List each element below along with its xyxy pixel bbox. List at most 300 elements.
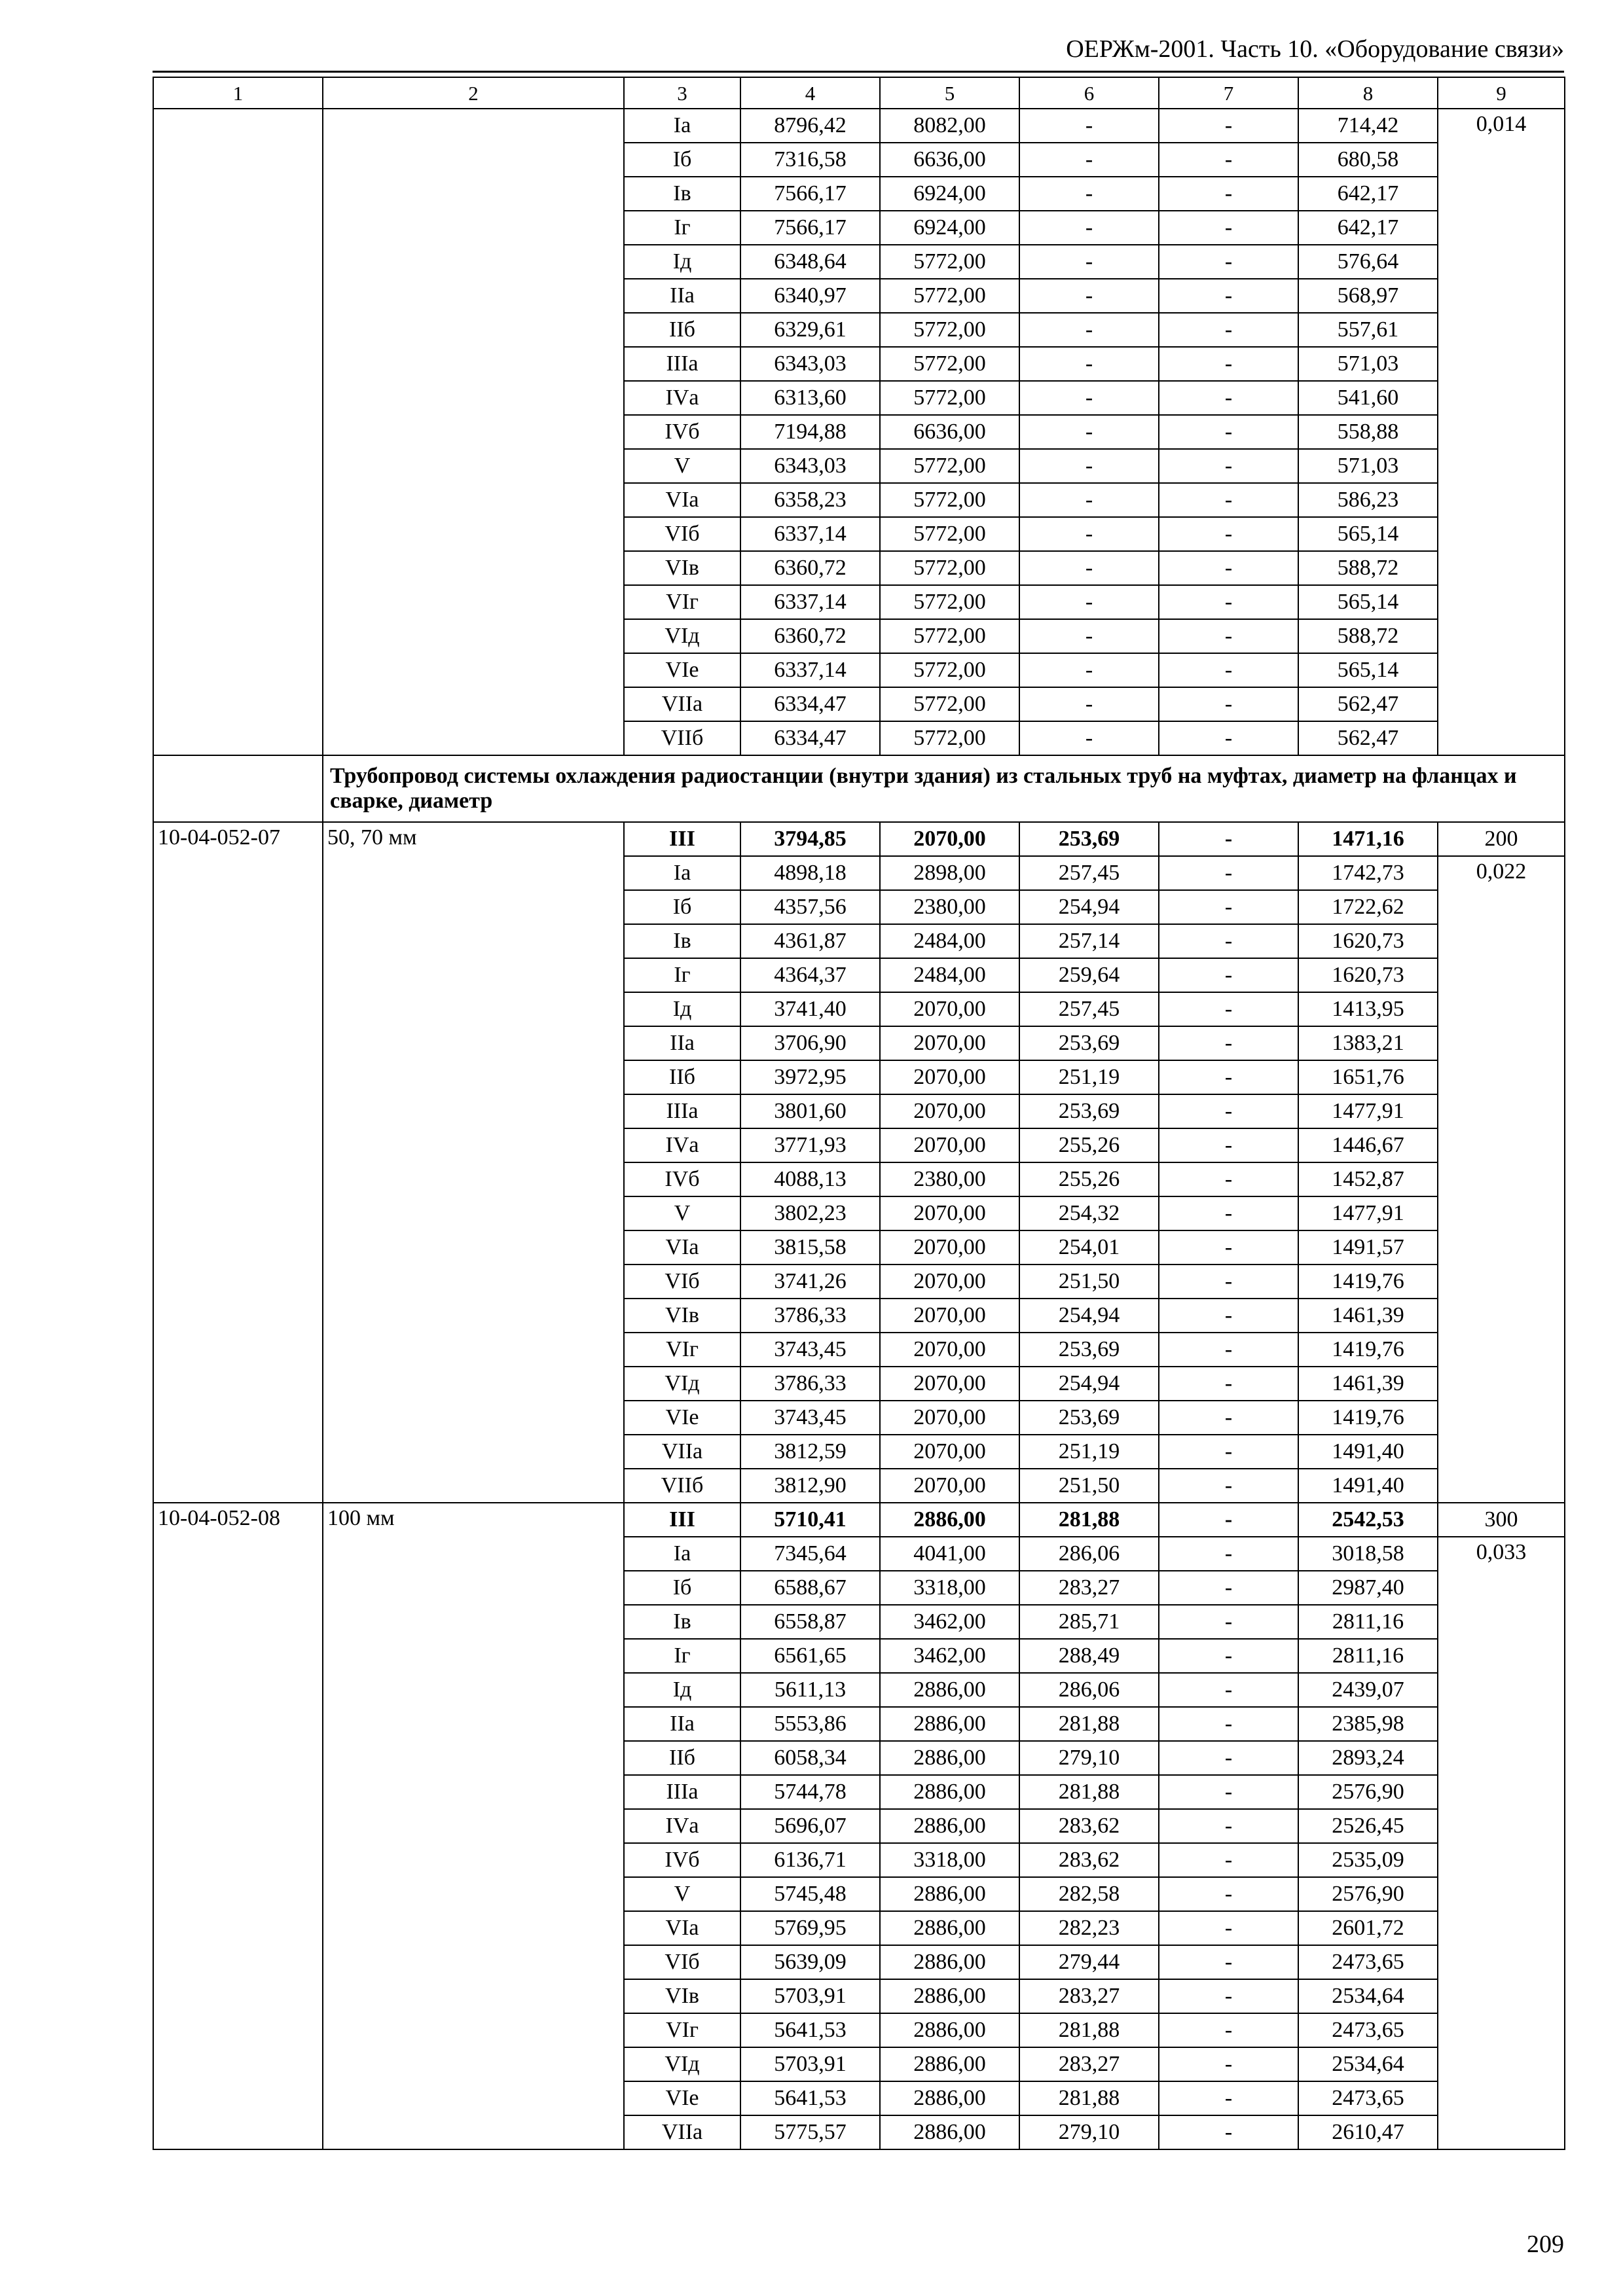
machine-cost: 285,71 <box>1019 1605 1159 1639</box>
wages: 2886,00 <box>880 1741 1019 1775</box>
zone-code: VIе <box>624 2081 740 2115</box>
machine-cost: 254,94 <box>1019 1367 1159 1401</box>
wages: 2380,00 <box>880 890 1019 924</box>
materials-cost: 2439,07 <box>1298 1673 1438 1707</box>
zone-code: Iа <box>624 109 740 143</box>
total-cost: 3786,33 <box>740 1367 880 1401</box>
total-cost: 6334,47 <box>740 721 880 755</box>
driver-wages: - <box>1159 653 1298 687</box>
machine-cost: 286,06 <box>1019 1537 1159 1571</box>
machine-cost: - <box>1019 653 1159 687</box>
machine-cost: 283,27 <box>1019 1979 1159 2013</box>
materials-cost: 565,14 <box>1298 517 1438 551</box>
materials-cost: 2811,16 <box>1298 1639 1438 1673</box>
driver-wages: - <box>1159 109 1298 143</box>
driver-wages: - <box>1159 347 1298 381</box>
wages: 5772,00 <box>880 551 1019 585</box>
wages: 2886,00 <box>880 2013 1019 2047</box>
machine-cost: 281,88 <box>1019 1503 1159 1537</box>
zone-code: IIа <box>624 1707 740 1741</box>
materials-cost: 541,60 <box>1298 381 1438 415</box>
table-row <box>153 109 1565 143</box>
machine-cost: - <box>1019 313 1159 347</box>
materials-cost: 2526,45 <box>1298 1809 1438 1843</box>
machine-cost: - <box>1019 517 1159 551</box>
total-cost: 5641,53 <box>740 2013 880 2047</box>
wages: 3318,00 <box>880 1571 1019 1605</box>
zone-code: VIе <box>624 1401 740 1435</box>
column-header: 8 <box>1298 77 1438 109</box>
machine-cost: 255,26 <box>1019 1162 1159 1196</box>
zone-code: Iб <box>624 143 740 177</box>
wages: 2886,00 <box>880 1707 1019 1741</box>
driver-wages: - <box>1159 1911 1298 1945</box>
wages: 2070,00 <box>880 1435 1019 1469</box>
driver-wages: - <box>1159 1775 1298 1809</box>
driver-wages: - <box>1159 1162 1298 1196</box>
zone-code: IIб <box>624 1060 740 1094</box>
materials-cost: 1620,73 <box>1298 958 1438 992</box>
driver-wages: - <box>1159 1367 1298 1401</box>
rate-name: 50, 70 мм <box>323 822 624 1503</box>
machine-cost: - <box>1019 143 1159 177</box>
driver-wages: - <box>1159 721 1298 755</box>
total-cost: 5553,86 <box>740 1707 880 1741</box>
machine-cost: 254,94 <box>1019 890 1159 924</box>
wages: 5772,00 <box>880 483 1019 517</box>
total-cost: 6360,72 <box>740 551 880 585</box>
labor-or-coefficient: 0,014 <box>1438 109 1565 755</box>
total-cost: 5775,57 <box>740 2115 880 2149</box>
driver-wages: - <box>1159 415 1298 449</box>
machine-cost: 259,64 <box>1019 958 1159 992</box>
machine-cost: 282,23 <box>1019 1911 1159 1945</box>
wages: 5772,00 <box>880 347 1019 381</box>
wages: 2070,00 <box>880 1094 1019 1128</box>
driver-wages: - <box>1159 856 1298 890</box>
total-cost: 5769,95 <box>740 1911 880 1945</box>
rate-code: 10-04-052-07 <box>153 822 323 1503</box>
wages: 5772,00 <box>880 449 1019 483</box>
total-cost: 7316,58 <box>740 143 880 177</box>
zone-code: VIа <box>624 483 740 517</box>
driver-wages: - <box>1159 958 1298 992</box>
materials-cost: 2610,47 <box>1298 2115 1438 2149</box>
zone-code: IIб <box>624 1741 740 1775</box>
machine-cost: 253,69 <box>1019 1333 1159 1367</box>
labor-or-coefficient: 300 <box>1438 1503 1565 1537</box>
zone-code: VIв <box>624 1979 740 2013</box>
wages: 2070,00 <box>880 1230 1019 1265</box>
wages: 2380,00 <box>880 1162 1019 1196</box>
zone-code: Iд <box>624 245 740 279</box>
machine-cost: - <box>1019 619 1159 653</box>
materials-cost: 2534,64 <box>1298 1979 1438 2013</box>
materials-cost: 642,17 <box>1298 211 1438 245</box>
total-cost: 6343,03 <box>740 347 880 381</box>
wages: 8082,00 <box>880 109 1019 143</box>
materials-cost: 1620,73 <box>1298 924 1438 958</box>
total-cost: 6313,60 <box>740 381 880 415</box>
zone-code: VIд <box>624 2047 740 2081</box>
driver-wages: - <box>1159 2047 1298 2081</box>
machine-cost: 286,06 <box>1019 1673 1159 1707</box>
zone-code: IVа <box>624 1128 740 1162</box>
zone-code: III <box>624 822 740 856</box>
materials-cost: 2534,64 <box>1298 2047 1438 2081</box>
zone-code: Iг <box>624 1639 740 1673</box>
total-cost: 6358,23 <box>740 483 880 517</box>
total-cost: 6558,87 <box>740 1605 880 1639</box>
wages: 4041,00 <box>880 1537 1019 1571</box>
zone-code: VIв <box>624 1299 740 1333</box>
wages: 5772,00 <box>880 619 1019 653</box>
machine-cost: 253,69 <box>1019 1094 1159 1128</box>
total-cost: 3801,60 <box>740 1094 880 1128</box>
materials-cost: 2473,65 <box>1298 1945 1438 1979</box>
rate-name <box>323 109 624 755</box>
zone-code: VIг <box>624 585 740 619</box>
machine-cost: 281,88 <box>1019 1775 1159 1809</box>
total-cost: 6136,71 <box>740 1843 880 1877</box>
wages: 2886,00 <box>880 1775 1019 1809</box>
total-cost: 6337,14 <box>740 585 880 619</box>
wages: 2070,00 <box>880 1401 1019 1435</box>
materials-cost: 2576,90 <box>1298 1775 1438 1809</box>
driver-wages: - <box>1159 687 1298 721</box>
materials-cost: 576,64 <box>1298 245 1438 279</box>
driver-wages: - <box>1159 1571 1298 1605</box>
machine-cost: - <box>1019 279 1159 313</box>
wages: 6924,00 <box>880 211 1019 245</box>
materials-cost: 1742,73 <box>1298 856 1438 890</box>
machine-cost: 283,62 <box>1019 1809 1159 1843</box>
zone-code: VIг <box>624 2013 740 2047</box>
materials-cost: 571,03 <box>1298 347 1438 381</box>
column-header: 4 <box>740 77 880 109</box>
driver-wages: - <box>1159 1979 1298 2013</box>
driver-wages: - <box>1159 1469 1298 1503</box>
total-cost: 3794,85 <box>740 822 880 856</box>
machine-cost: 257,14 <box>1019 924 1159 958</box>
machine-cost: 253,69 <box>1019 1401 1159 1435</box>
page-number: 209 <box>1527 2231 1564 2258</box>
total-cost: 5641,53 <box>740 2081 880 2115</box>
driver-wages: - <box>1159 1230 1298 1265</box>
total-cost: 6588,67 <box>740 1571 880 1605</box>
table-body <box>153 77 1565 2149</box>
driver-wages: - <box>1159 1401 1298 1435</box>
materials-cost: 1419,76 <box>1298 1401 1438 1435</box>
driver-wages: - <box>1159 483 1298 517</box>
total-cost: 3743,45 <box>740 1401 880 1435</box>
total-cost: 6340,97 <box>740 279 880 313</box>
driver-wages: - <box>1159 2013 1298 2047</box>
driver-wages: - <box>1159 1503 1298 1537</box>
driver-wages: - <box>1159 1299 1298 1333</box>
driver-wages: - <box>1159 177 1298 211</box>
total-cost: 4361,87 <box>740 924 880 958</box>
materials-cost: 565,14 <box>1298 653 1438 687</box>
materials-cost: 2576,90 <box>1298 1877 1438 1911</box>
wages: 2886,00 <box>880 1673 1019 1707</box>
wages: 5772,00 <box>880 517 1019 551</box>
total-cost: 6334,47 <box>740 687 880 721</box>
base-price-row <box>153 822 1565 856</box>
wages: 2886,00 <box>880 1503 1019 1537</box>
group-code-cell <box>153 755 323 822</box>
column-header: 7 <box>1159 77 1298 109</box>
driver-wages: - <box>1159 1094 1298 1128</box>
wages: 6636,00 <box>880 143 1019 177</box>
column-header: 5 <box>880 77 1019 109</box>
driver-wages: - <box>1159 381 1298 415</box>
total-cost: 3802,23 <box>740 1196 880 1230</box>
wages: 2484,00 <box>880 924 1019 958</box>
machine-cost: 279,10 <box>1019 2115 1159 2149</box>
zone-code: Iб <box>624 890 740 924</box>
zone-code: VIб <box>624 517 740 551</box>
total-cost: 3743,45 <box>740 1333 880 1367</box>
wages: 2070,00 <box>880 1128 1019 1162</box>
driver-wages: - <box>1159 1673 1298 1707</box>
total-cost: 7566,17 <box>740 211 880 245</box>
driver-wages: - <box>1159 2115 1298 2149</box>
zone-code: Iа <box>624 1537 740 1571</box>
driver-wages: - <box>1159 992 1298 1026</box>
machine-cost: 251,50 <box>1019 1469 1159 1503</box>
materials-cost: 1446,67 <box>1298 1128 1438 1162</box>
materials-cost: 2535,09 <box>1298 1843 1438 1877</box>
zone-code: VIIб <box>624 721 740 755</box>
zone-code: Iг <box>624 211 740 245</box>
zone-code: Iд <box>624 992 740 1026</box>
materials-cost: 562,47 <box>1298 687 1438 721</box>
zone-code: Iв <box>624 1605 740 1639</box>
materials-cost: 2601,72 <box>1298 1911 1438 1945</box>
total-cost: 3972,95 <box>740 1060 880 1094</box>
driver-wages: - <box>1159 517 1298 551</box>
total-cost: 3786,33 <box>740 1299 880 1333</box>
total-cost: 3812,59 <box>740 1435 880 1469</box>
driver-wages: - <box>1159 211 1298 245</box>
driver-wages: - <box>1159 1128 1298 1162</box>
machine-cost: - <box>1019 109 1159 143</box>
machine-cost: - <box>1019 177 1159 211</box>
materials-cost: 1461,39 <box>1298 1299 1438 1333</box>
machine-cost: 279,10 <box>1019 1741 1159 1775</box>
materials-cost: 586,23 <box>1298 483 1438 517</box>
driver-wages: - <box>1159 890 1298 924</box>
machine-cost: 283,27 <box>1019 1571 1159 1605</box>
materials-cost: 1413,95 <box>1298 992 1438 1026</box>
zone-code: VIа <box>624 1911 740 1945</box>
machine-cost: 281,88 <box>1019 2081 1159 2115</box>
zone-code: IIIа <box>624 347 740 381</box>
zone-code: VIIа <box>624 687 740 721</box>
zone-code: IIб <box>624 313 740 347</box>
materials-cost: 558,88 <box>1298 415 1438 449</box>
machine-cost: 281,88 <box>1019 1707 1159 1741</box>
driver-wages: - <box>1159 1843 1298 1877</box>
wages: 2898,00 <box>880 856 1019 890</box>
zone-code: VIа <box>624 1230 740 1265</box>
materials-cost: 1452,87 <box>1298 1162 1438 1196</box>
wages: 3318,00 <box>880 1843 1019 1877</box>
materials-cost: 571,03 <box>1298 449 1438 483</box>
wages: 2886,00 <box>880 2115 1019 2149</box>
price-table <box>153 77 1565 2150</box>
wages: 3462,00 <box>880 1605 1019 1639</box>
driver-wages: - <box>1159 1435 1298 1469</box>
wages: 5772,00 <box>880 687 1019 721</box>
materials-cost: 1471,16 <box>1298 822 1438 856</box>
column-header: 9 <box>1438 77 1565 109</box>
materials-cost: 565,14 <box>1298 585 1438 619</box>
machine-cost: - <box>1019 347 1159 381</box>
machine-cost: 251,50 <box>1019 1265 1159 1299</box>
driver-wages: - <box>1159 245 1298 279</box>
group-title-row <box>153 755 1565 822</box>
materials-cost: 1651,76 <box>1298 1060 1438 1094</box>
driver-wages: - <box>1159 619 1298 653</box>
machine-cost: 254,94 <box>1019 1299 1159 1333</box>
materials-cost: 2385,98 <box>1298 1707 1438 1741</box>
zone-code: Iг <box>624 958 740 992</box>
materials-cost: 1419,76 <box>1298 1333 1438 1367</box>
rate-code: 10-04-052-08 <box>153 1503 323 2149</box>
wages: 5772,00 <box>880 585 1019 619</box>
total-cost: 6058,34 <box>740 1741 880 1775</box>
total-cost: 3706,90 <box>740 1026 880 1060</box>
column-number-row <box>153 77 1565 109</box>
total-cost: 3741,40 <box>740 992 880 1026</box>
zone-code: IVа <box>624 1809 740 1843</box>
machine-cost: - <box>1019 721 1159 755</box>
zone-code: VIб <box>624 1945 740 1979</box>
wages: 2070,00 <box>880 1060 1019 1094</box>
materials-cost: 1419,76 <box>1298 1265 1438 1299</box>
total-cost: 4357,56 <box>740 890 880 924</box>
zone-code: IVа <box>624 381 740 415</box>
machine-cost: 257,45 <box>1019 856 1159 890</box>
zone-code: VIг <box>624 1333 740 1367</box>
materials-cost: 562,47 <box>1298 721 1438 755</box>
driver-wages: - <box>1159 2081 1298 2115</box>
driver-wages: - <box>1159 1026 1298 1060</box>
driver-wages: - <box>1159 1537 1298 1571</box>
total-cost: 3812,90 <box>740 1469 880 1503</box>
machine-cost: - <box>1019 483 1159 517</box>
total-cost: 6360,72 <box>740 619 880 653</box>
driver-wages: - <box>1159 1333 1298 1367</box>
zone-code: V <box>624 1877 740 1911</box>
total-cost: 4364,37 <box>740 958 880 992</box>
wages: 2070,00 <box>880 1367 1019 1401</box>
machine-cost: - <box>1019 449 1159 483</box>
header-rule <box>153 71 1564 73</box>
materials-cost: 1722,62 <box>1298 890 1438 924</box>
wages: 6924,00 <box>880 177 1019 211</box>
materials-cost: 642,17 <box>1298 177 1438 211</box>
wages: 5772,00 <box>880 279 1019 313</box>
materials-cost: 3018,58 <box>1298 1537 1438 1571</box>
machine-cost: 257,45 <box>1019 992 1159 1026</box>
zone-code: VIд <box>624 1367 740 1401</box>
zone-code: IIа <box>624 1026 740 1060</box>
zone-code: VIд <box>624 619 740 653</box>
machine-cost: 254,32 <box>1019 1196 1159 1230</box>
wages: 2484,00 <box>880 958 1019 992</box>
driver-wages: - <box>1159 279 1298 313</box>
materials-cost: 588,72 <box>1298 619 1438 653</box>
wages: 5772,00 <box>880 245 1019 279</box>
total-cost: 6337,14 <box>740 653 880 687</box>
materials-cost: 588,72 <box>1298 551 1438 585</box>
driver-wages: - <box>1159 313 1298 347</box>
driver-wages: - <box>1159 1265 1298 1299</box>
machine-cost: - <box>1019 415 1159 449</box>
driver-wages: - <box>1159 585 1298 619</box>
wages: 2886,00 <box>880 2047 1019 2081</box>
column-header: 2 <box>323 77 624 109</box>
zone-code: Iб <box>624 1571 740 1605</box>
wages: 2070,00 <box>880 1026 1019 1060</box>
driver-wages: - <box>1159 822 1298 856</box>
materials-cost: 2473,65 <box>1298 2081 1438 2115</box>
total-cost: 5703,91 <box>740 2047 880 2081</box>
wages: 5772,00 <box>880 721 1019 755</box>
zone-code: VIб <box>624 1265 740 1299</box>
total-cost: 5745,48 <box>740 1877 880 1911</box>
materials-cost: 1383,21 <box>1298 1026 1438 1060</box>
wages: 2070,00 <box>880 1196 1019 1230</box>
wages: 2070,00 <box>880 1299 1019 1333</box>
total-cost: 7194,88 <box>740 415 880 449</box>
materials-cost: 1477,91 <box>1298 1196 1438 1230</box>
total-cost: 5611,13 <box>740 1673 880 1707</box>
total-cost: 8796,42 <box>740 109 880 143</box>
rate-code <box>153 109 323 755</box>
materials-cost: 1491,40 <box>1298 1435 1438 1469</box>
machine-cost: 283,27 <box>1019 2047 1159 2081</box>
driver-wages: - <box>1159 1707 1298 1741</box>
total-cost: 4898,18 <box>740 856 880 890</box>
materials-cost: 1491,40 <box>1298 1469 1438 1503</box>
rate-name: 100 мм <box>323 1503 624 2149</box>
total-cost: 4088,13 <box>740 1162 880 1196</box>
materials-cost: 557,61 <box>1298 313 1438 347</box>
driver-wages: - <box>1159 449 1298 483</box>
materials-cost: 1491,57 <box>1298 1230 1438 1265</box>
wages: 2886,00 <box>880 1979 1019 2013</box>
wages: 5772,00 <box>880 313 1019 347</box>
zone-code: IIIа <box>624 1094 740 1128</box>
wages: 2886,00 <box>880 1911 1019 1945</box>
materials-cost: 568,97 <box>1298 279 1438 313</box>
machine-cost: 288,49 <box>1019 1639 1159 1673</box>
zone-code: III <box>624 1503 740 1537</box>
zone-code: Iа <box>624 856 740 890</box>
materials-cost: 2987,40 <box>1298 1571 1438 1605</box>
zone-code: VIв <box>624 551 740 585</box>
driver-wages: - <box>1159 143 1298 177</box>
materials-cost: 2473,65 <box>1298 2013 1438 2047</box>
materials-cost: 2893,24 <box>1298 1741 1438 1775</box>
driver-wages: - <box>1159 1741 1298 1775</box>
machine-cost: - <box>1019 585 1159 619</box>
wages: 2886,00 <box>880 1945 1019 1979</box>
